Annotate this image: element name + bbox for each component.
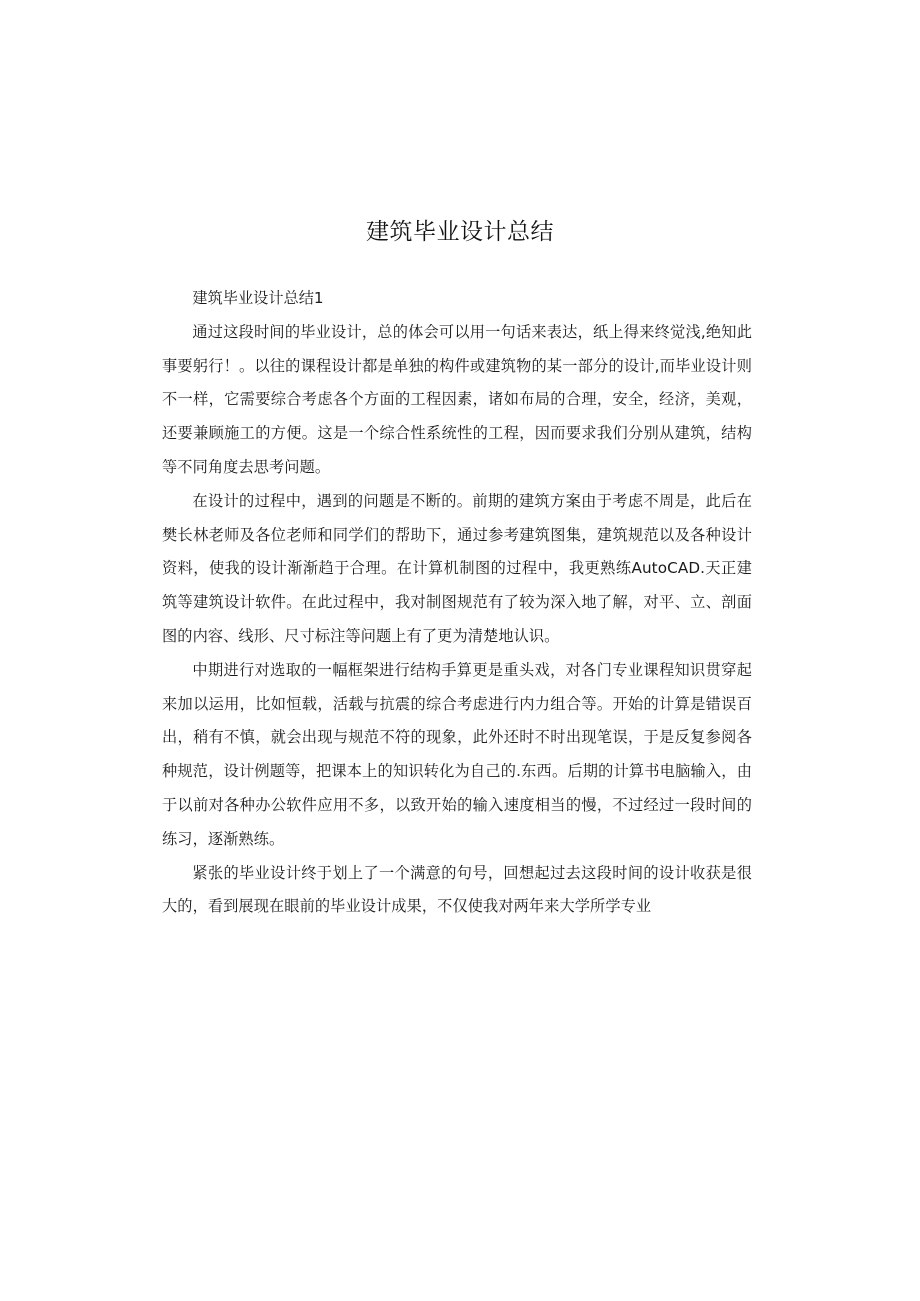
paragraph-3: 中期进行对选取的一幅框架进行结构手算更是重头戏，对各门专业课程知识贯穿起来加以运用，比如恒载，活载与抗震的综合考虑进行内力组合等。开始的计算是错误百出，稍有不慎，就会出现与规范不符的现象，此外还时不时出现笔误，于是反复参阅各种规范，设计例题等，把课本上的知识转化为自己的.东西。后期的计算书电脑输入，由于以前对各种办公软件应用不多，以致开始的输入速度相当的慢，不过经过一段时间的练习，逐渐熟练。: [162, 660, 752, 848]
paragraph-1: 通过这段时间的毕业设计，总的体会可以用一句话来表达，纸上得来终觉浅,绝知此事要躬行！。以往的课程设计都是单独的构件或建筑物的某一部分的设计,而毕业设计则不一样，它需要综合考虑各个方面的工程因素，诸如布局的合理，安全，经济，美观，还要兼顾施工的方便。这是一个综合性系统性的工程，因而要求我们分别从建筑，结构等不同角度去思考问题。: [162, 322, 752, 476]
document-body: [162, 282, 752, 924]
section-subheading: 建筑毕业设计总结1: [192, 289, 324, 307]
document-title: 建筑毕业设计总结: [366, 219, 554, 245]
paragraph-2: 在设计的过程中，遇到的问题是不断的。前期的建筑方案由于考虑不周是，此后在樊长林老师及各位老师和同学们的帮助下，通过参考建筑图集，建筑规范以及各种设计资料，使我的设计渐渐趋于合理。在计算机制图的过程中，我更熟练AutoCAD.天正建筑等建筑设计软件。在此过程中，我对制图规范有了较为深入地了解，对平、立、剖面图的内容、线形、尺寸标注等问题上有了更为清楚地认识。: [162, 491, 752, 645]
paragraph-4: 紧张的毕业设计终于划上了一个满意的句号，回想起过去这段时间的设计收获是很大的，看到展现在眼前的毕业设计成果，不仅使我对两年来大学所学专业: [162, 863, 752, 916]
